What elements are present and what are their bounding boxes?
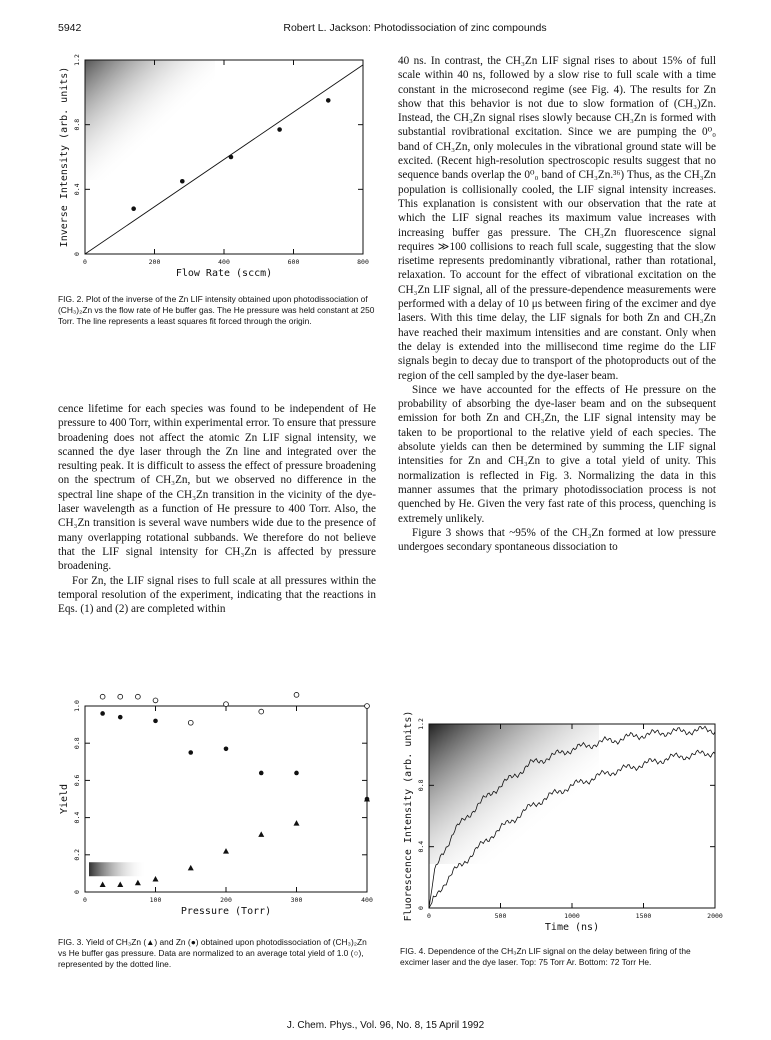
- y-tick-label: 0.8: [417, 779, 425, 792]
- x-tick-label: 200: [148, 258, 161, 266]
- ch3zn-point: [223, 848, 229, 854]
- x-tick-label: 600: [287, 258, 300, 266]
- right-column-text: [398, 54, 716, 554]
- total-point: [135, 694, 140, 699]
- zn-point: [100, 711, 105, 716]
- x-tick-label: 100: [149, 896, 162, 904]
- y-tick-label: 0: [417, 906, 425, 910]
- x-tick-label: 0: [83, 896, 87, 904]
- data-point: [180, 179, 185, 184]
- legend-shading: [89, 862, 147, 876]
- total-point: [118, 694, 123, 699]
- x-tick-label: 200: [220, 896, 232, 904]
- figure-4-chart: [395, 710, 723, 940]
- y-tick-label: 0.4: [417, 840, 425, 853]
- ch3zn-point: [294, 820, 300, 826]
- y-tick-label: 0: [73, 890, 81, 894]
- shaded-region: [85, 60, 215, 180]
- x-tick-label: 1000: [564, 912, 580, 920]
- y-tick-label: 1.0: [73, 700, 81, 712]
- data-point: [326, 98, 331, 103]
- y-axis-label: Inverse Intensity (arb. units): [59, 66, 70, 248]
- zn-point: [153, 719, 158, 724]
- figure-3-chart: [55, 700, 375, 922]
- running-title: Robert L. Jackson: Photodissociation of zinc compounds: [283, 22, 547, 34]
- figure-2-chart: [55, 50, 375, 278]
- y-tick-label: 0: [73, 252, 81, 256]
- zn-point: [224, 746, 229, 751]
- ch3zn-point: [153, 876, 159, 882]
- zn-point: [365, 797, 370, 802]
- ch3zn-point: [100, 882, 106, 888]
- figure-2: [55, 50, 375, 278]
- x-tick-label: 2000: [707, 912, 723, 920]
- y-tick-label: 0.8: [73, 118, 81, 131]
- x-tick-label: 0: [427, 912, 431, 920]
- x-tick-label: 400: [361, 896, 373, 904]
- zn-point: [259, 771, 264, 776]
- data-point: [277, 127, 282, 132]
- left-column-text: [58, 402, 376, 616]
- journal-footer: J. Chem. Phys., Vol. 96, No. 8, 15 April 1992: [286, 1020, 485, 1031]
- x-tick-label: 400: [218, 258, 230, 266]
- x-tick-label: 800: [357, 258, 369, 266]
- total-point: [365, 704, 370, 709]
- y-axis-label: Yield: [59, 783, 70, 815]
- x-tick-label: 300: [290, 896, 303, 904]
- zn-point: [188, 750, 193, 755]
- x-axis-label: Pressure (Torr): [180, 906, 272, 917]
- data-point: [131, 206, 136, 211]
- x-tick-label: 1500: [635, 912, 652, 920]
- ch3zn-point: [117, 882, 123, 888]
- x-axis-label: Flow Rate (sccm): [175, 268, 273, 279]
- y-tick-label: 1.2: [417, 718, 425, 730]
- data-point: [229, 155, 234, 160]
- left-paragraph-1: cence lifetime for each species was found to be independent of He pressure to 400 Torr, within experimental error. To ensure that pressure broadening does not affect the atomic Zn LIF signal intensity, we scanned the dye laser through the Zn line and integrated over the resulting peak. It is difficult to assess the effect of pressure broadening on the spectrum of CH₃Zn, but we observed no difference in the spectral line shape of the CH₃Zn transition in the vicinity of the dye-laser wavelength as a function of He pressure to 400 Torr. Also, the CH₃Zn transition is several wave numbers wide due to the presence of many overlapping rotational subbands. We therefore do not believe that the LIF signal intensity for CH₃Zn is affected by pressure broadening.: [58, 403, 376, 573]
- total-point: [294, 692, 299, 697]
- total-point: [224, 702, 229, 707]
- y-tick-label: 0.8: [73, 737, 81, 750]
- total-point: [188, 720, 193, 725]
- total-point: [259, 709, 264, 714]
- x-tick-label: 0: [83, 258, 87, 266]
- y-tick-label: 0.4: [73, 811, 81, 824]
- x-tick-label: 500: [494, 912, 507, 920]
- ch3zn-point: [258, 831, 264, 837]
- shaded-region: [429, 724, 599, 864]
- zn-point: [118, 715, 123, 720]
- y-tick-label: 0.2: [73, 848, 81, 861]
- total-point: [153, 698, 158, 703]
- y-axis-label: Fluorescence Intensity (arb. units): [403, 710, 414, 922]
- y-tick-label: 0.4: [73, 183, 81, 196]
- figure-3: [55, 700, 375, 922]
- figure-3-caption: FIG. 3. Yield of CH₃Zn (▲) and Zn (●) obtained upon photodissociation of (CH₃)₂Zn vs He buffer gas pressure. Data are normalized to an average total yield of 1.0 (○), represented by the dotted line.: [58, 937, 367, 969]
- ch3zn-point: [135, 880, 141, 886]
- y-tick-label: 1.2: [73, 54, 81, 66]
- left-paragraph-2: For Zn, the LIF signal rises to full scale at all pressures within the temporal resolution of the experiment, indicating that the reactions in Eqs. (1) and (2) are completed within: [58, 574, 376, 616]
- page-number: 5942: [58, 22, 82, 34]
- right-paragraph-1: 40 ns. In contrast, the CH₃Zn LIF signal rises to about 15% of full scale within 40 ns, followed by a slow rise to full scale with a time constant in the microsecond regime (see Fig. 4). The results for Zn show that this behavior is not due to slow formation of (CH₃)Zn. Instead, the CH₃Zn signal rises slowly because CH₃Zn is formed with substantial rovibrational excitation. Since we are pumping the 0⁰₀ band of CH₃Zn, only molecules in the vibrational ground state will be excited. (Recent high-resolution spectroscopic results suggest that no sequence bands overlap the 0⁰₀ band of CH₃Zn.³⁶) Thus, as the CH₃Zn population is collisionally cooled, the LIF signal intensity increases. This explanation is consistent with our observation that the rate at which the LIF signal reaches its maximum value increases with increasing buffer gas pressure. The CH₃Zn fluorescence signal requires ≫100 collisions to reach full scale, suggesting that the slow risetime represents predominantly vibrational, rather than rotational, relaxation. To account for the effect of vibrational excitation on the CH₃Zn LIF signal, all of the pressure-dependence measurements were performed with a delay of 10 μs between firing of the excimer and dye lasers. With this time delay, the LIF signals for both Zn and CH₃Zn have reached their maximum intensities and are constant. Only when the delay is extended into the millisecond time regime do the LIF signals begin to decay due to transport of the photoproducts out of the region of the cell sampled by the dye-laser beam.: [398, 55, 716, 382]
- figure-4: [395, 710, 723, 940]
- figure-4-caption: FIG. 4. Dependence of the CH₃Zn LIF signal on the delay between firing of the excimer laser and the dye laser. Top: 75 Torr Ar. Bottom: 72 Torr He.: [400, 946, 691, 967]
- ch3zn-point: [188, 865, 194, 871]
- right-paragraph-3: Figure 3 shows that ~95% of the CH₃Zn formed at low pressure undergoes secondary spontaneous dissociation to: [398, 526, 716, 554]
- total-point: [100, 694, 105, 699]
- right-paragraph-2: Since we have accounted for the effects of He pressure on the probability of absorbing the dye-laser beam and on the subsequent emission for both Zn and CH₃Zn, the LIF signal intensity may be taken to be proportional to the relative yield of each species. The absolute yields can then be determined by summing the LIF signal intensities for Zn and CH₃Zn to give a total yield of unity. This normalization is reflected in Fig. 3. Normalizing the data in this manner assumes that the primary photodissociation process is not quenched by He. Given the very fast rate of this process, quenching is extremely unlikely.: [398, 383, 716, 525]
- y-tick-label: 0.6: [73, 774, 81, 787]
- zn-point: [294, 771, 299, 776]
- figure-2-caption: FIG. 2. Plot of the inverse of the Zn LIF intensity obtained upon photodissociation of (CH₃)₂Zn vs the flow rate of He buffer gas. The He pressure was held constant at 250 Torr. The line represents a least squares fit forced through the origin.: [58, 294, 375, 326]
- x-axis-label: Time (ns): [544, 922, 600, 933]
